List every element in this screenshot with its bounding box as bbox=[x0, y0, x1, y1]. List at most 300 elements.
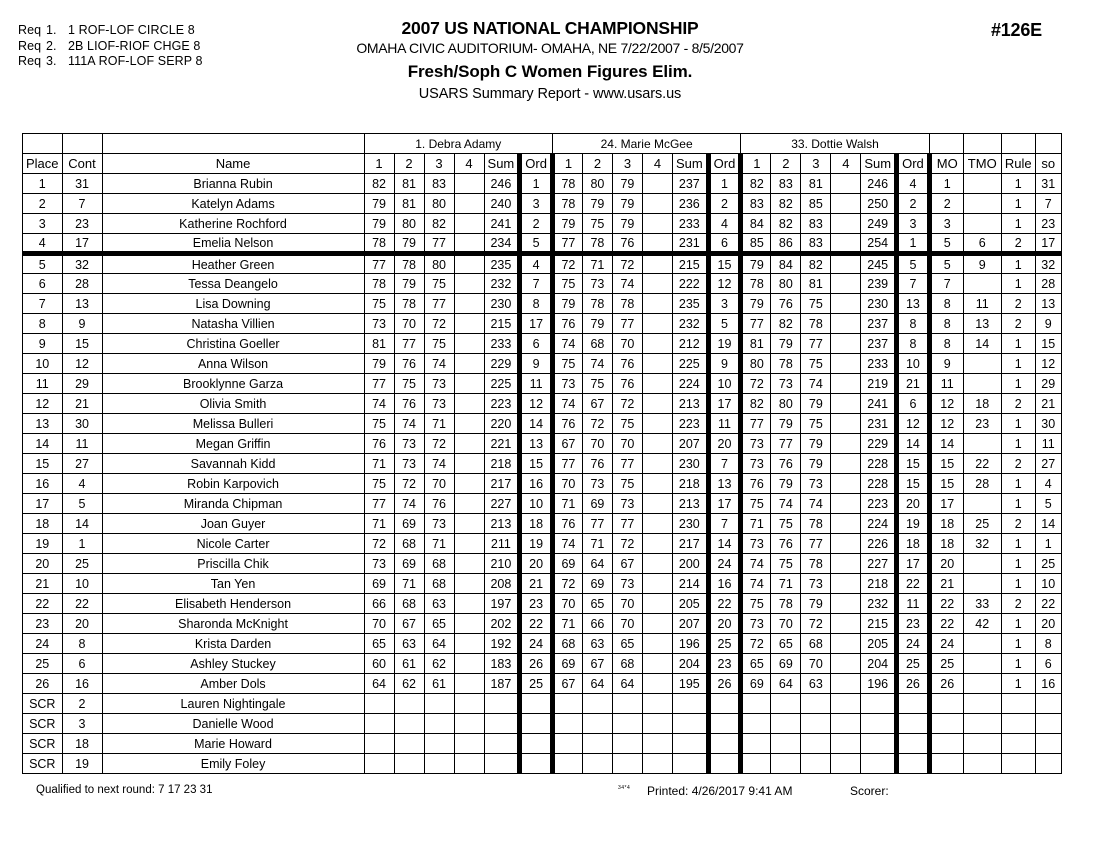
cell-judge3-ord: 4 bbox=[897, 174, 930, 194]
cell-judge3-fig1 bbox=[741, 714, 771, 734]
cell-judge2-sum: 223 bbox=[672, 414, 708, 434]
table-row[interactable] bbox=[23, 434, 1062, 454]
cell-judge1-fig2: 71 bbox=[394, 574, 424, 594]
cell-judge2-fig2: 72 bbox=[582, 414, 612, 434]
cell-judge3-fig4 bbox=[831, 514, 861, 534]
cell-judge3-fig3: 78 bbox=[801, 314, 831, 334]
cell-judge1-sum: 230 bbox=[484, 294, 520, 314]
cell-judge1-fig4 bbox=[454, 594, 484, 614]
cell-rule: 2 bbox=[1001, 594, 1035, 614]
cell-judge3-fig4 bbox=[831, 434, 861, 454]
cell-judge3-fig4 bbox=[831, 354, 861, 374]
cell-judge3-sum: 254 bbox=[861, 234, 897, 254]
cell-judge3-fig3: 82 bbox=[801, 254, 831, 274]
cell-judge3-sum: 227 bbox=[861, 554, 897, 574]
cell-so: 28 bbox=[1035, 274, 1061, 294]
table-row[interactable] bbox=[23, 274, 1062, 294]
cell-judge2-fig4 bbox=[642, 674, 672, 694]
cell-so: 13 bbox=[1035, 294, 1061, 314]
cell-cont: 14 bbox=[62, 514, 102, 534]
cell-judge3-fig4 bbox=[831, 374, 861, 394]
cell-judge3-fig4 bbox=[831, 274, 861, 294]
cell-judge3-fig3 bbox=[801, 734, 831, 754]
cell-name: Nicole Carter bbox=[102, 534, 364, 554]
cell-so: 32 bbox=[1035, 254, 1061, 274]
cell-judge3-fig3: 73 bbox=[801, 474, 831, 494]
cell-place: 3 bbox=[23, 214, 63, 234]
cell-judge2-fig4 bbox=[642, 234, 672, 254]
cell-tmo bbox=[963, 194, 1001, 214]
cell-judge2-fig3 bbox=[612, 754, 642, 774]
cell-judge1-fig2: 81 bbox=[394, 194, 424, 214]
cell-place: 12 bbox=[23, 394, 63, 414]
table-row[interactable] bbox=[23, 474, 1062, 494]
cell-cont: 9 bbox=[62, 314, 102, 334]
cell-rule: 2 bbox=[1001, 294, 1035, 314]
cell-judge3-ord: 19 bbox=[897, 514, 930, 534]
cell-name: Megan Griffin bbox=[102, 434, 364, 454]
cell-judge3-ord: 11 bbox=[897, 594, 930, 614]
cell-judge3-sum: 229 bbox=[861, 434, 897, 454]
cell-judge2-sum: 233 bbox=[672, 214, 708, 234]
cell-judge2-ord: 24 bbox=[708, 554, 741, 574]
cell-judge1-fig3: 75 bbox=[424, 274, 454, 294]
cell-judge3-fig1: 78 bbox=[741, 274, 771, 294]
cell-judge1-fig1: 74 bbox=[364, 394, 394, 414]
table-row[interactable] bbox=[23, 214, 1062, 234]
cell-judge1-fig4 bbox=[454, 514, 484, 534]
cell-place: 16 bbox=[23, 474, 63, 494]
cell-judge3-ord: 13 bbox=[897, 294, 930, 314]
cell-judge1-fig3: 83 bbox=[424, 174, 454, 194]
cell-rule: 1 bbox=[1001, 654, 1035, 674]
cell-judge3-ord: 8 bbox=[897, 334, 930, 354]
col-header-j2-ord: Ord bbox=[708, 154, 741, 174]
cell-judge1-sum: 233 bbox=[484, 334, 520, 354]
cell-judge2-fig1: 75 bbox=[552, 274, 582, 294]
cell-judge2-fig3: 70 bbox=[612, 334, 642, 354]
cell-tmo: 18 bbox=[963, 394, 1001, 414]
cell-judge2-fig3 bbox=[612, 694, 642, 714]
cell-judge2-fig1: 69 bbox=[552, 554, 582, 574]
cell-place: 7 bbox=[23, 294, 63, 314]
cell-judge3-fig3: 75 bbox=[801, 354, 831, 374]
cell-judge1-fig4 bbox=[454, 454, 484, 474]
table-row[interactable] bbox=[23, 694, 1062, 714]
cell-judge2-fig3: 79 bbox=[612, 174, 642, 194]
cell-judge1-ord bbox=[520, 734, 553, 754]
cell-rule bbox=[1001, 734, 1035, 754]
cell-judge3-sum: 228 bbox=[861, 454, 897, 474]
cell-place: 4 bbox=[23, 234, 63, 254]
cell-judge3-fig4 bbox=[831, 574, 861, 594]
col-header-j1-fig4: 4 bbox=[454, 154, 484, 174]
cell-cont: 8 bbox=[62, 634, 102, 654]
cell-mo: 5 bbox=[929, 234, 963, 254]
cell-judge3-fig2: 64 bbox=[771, 674, 801, 694]
cell-judge3-fig4 bbox=[831, 234, 861, 254]
report-subtitle: USARS Summary Report - www.usars.us bbox=[418, 86, 682, 102]
cell-name: Katherine Rochford bbox=[102, 214, 364, 234]
cell-rule: 2 bbox=[1001, 234, 1035, 254]
col-header-j1-sum: Sum bbox=[484, 154, 520, 174]
cell-place: 20 bbox=[23, 554, 63, 574]
table-row[interactable] bbox=[23, 754, 1062, 774]
cell-judge2-fig1: 72 bbox=[552, 254, 582, 274]
cell-judge1-ord: 8 bbox=[520, 294, 553, 314]
cell-judge3-fig2: 65 bbox=[771, 634, 801, 654]
cell-judge3-fig1: 71 bbox=[741, 514, 771, 534]
cell-mo: 8 bbox=[929, 314, 963, 334]
cell-judge3-ord: 15 bbox=[897, 474, 930, 494]
judge-1-header bbox=[364, 134, 552, 154]
cell-judge1-fig2: 74 bbox=[394, 414, 424, 434]
cell-so: 6 bbox=[1035, 654, 1061, 674]
col-header-j2-fig3: 3 bbox=[612, 154, 642, 174]
cell-judge3-fig1: 73 bbox=[741, 534, 771, 554]
table-row[interactable] bbox=[23, 654, 1062, 674]
cell-judge2-ord: 20 bbox=[708, 434, 741, 454]
cell-place: 21 bbox=[23, 574, 63, 594]
cell-judge3-fig1 bbox=[741, 734, 771, 754]
cell-judge3-fig2: 75 bbox=[771, 554, 801, 574]
cell-mo: 11 bbox=[929, 374, 963, 394]
table-row[interactable] bbox=[23, 514, 1062, 534]
cell-judge2-fig4 bbox=[642, 294, 672, 314]
cell-tmo bbox=[963, 274, 1001, 294]
cell-judge1-fig3: 64 bbox=[424, 634, 454, 654]
spacer-cell bbox=[62, 134, 102, 154]
cell-judge2-sum: 207 bbox=[672, 614, 708, 634]
cell-judge2-fig2: 64 bbox=[582, 554, 612, 574]
cell-judge2-fig3: 76 bbox=[612, 234, 642, 254]
cell-judge2-sum: 218 bbox=[672, 474, 708, 494]
cell-judge2-fig2: 70 bbox=[582, 434, 612, 454]
table-row[interactable] bbox=[23, 734, 1062, 754]
cell-judge3-sum: 204 bbox=[861, 654, 897, 674]
requirement-line bbox=[18, 39, 203, 55]
cell-judge3-ord: 21 bbox=[897, 374, 930, 394]
cell-judge1-ord: 22 bbox=[520, 614, 553, 634]
cell-judge2-fig1: 79 bbox=[552, 214, 582, 234]
cell-judge1-fig4 bbox=[454, 634, 484, 654]
cell-judge1-fig4 bbox=[454, 554, 484, 574]
cell-cont: 28 bbox=[62, 274, 102, 294]
cell-place: SCR bbox=[23, 694, 63, 714]
table-row[interactable] bbox=[23, 494, 1062, 514]
cell-mo: 2 bbox=[929, 194, 963, 214]
cell-place: 14 bbox=[23, 434, 63, 454]
cell-judge2-fig4 bbox=[642, 194, 672, 214]
cell-judge3-fig1: 74 bbox=[741, 554, 771, 574]
cell-judge1-sum: 213 bbox=[484, 514, 520, 534]
cell-tmo bbox=[963, 674, 1001, 694]
cell-mo: 12 bbox=[929, 394, 963, 414]
spacer-cell bbox=[1035, 134, 1061, 154]
cell-judge3-fig2: 73 bbox=[771, 374, 801, 394]
cell-judge2-ord: 4 bbox=[708, 214, 741, 234]
cell-judge2-fig3: 75 bbox=[612, 414, 642, 434]
cell-judge2-fig2: 75 bbox=[582, 214, 612, 234]
cell-judge1-ord: 3 bbox=[520, 194, 553, 214]
cell-judge3-fig3: 79 bbox=[801, 594, 831, 614]
cell-judge3-ord bbox=[897, 714, 930, 734]
cell-judge3-fig2: 75 bbox=[771, 514, 801, 534]
cell-tmo: 32 bbox=[963, 534, 1001, 554]
cell-judge2-fig4 bbox=[642, 374, 672, 394]
cell-judge2-fig2: 75 bbox=[582, 374, 612, 394]
cell-name: Anna Wilson bbox=[102, 354, 364, 374]
requirement-number: 1. bbox=[46, 23, 57, 37]
cell-judge2-fig3: 64 bbox=[612, 674, 642, 694]
cell-judge1-fig1: 73 bbox=[364, 554, 394, 574]
cell-cont: 4 bbox=[62, 474, 102, 494]
cell-mo bbox=[929, 694, 963, 714]
cell-judge1-fig1: 75 bbox=[364, 414, 394, 434]
cell-judge1-fig4 bbox=[454, 714, 484, 734]
table-row[interactable] bbox=[23, 534, 1062, 554]
cell-judge1-sum: 229 bbox=[484, 354, 520, 374]
cell-judge2-sum bbox=[672, 714, 708, 734]
cell-judge2-fig2: 73 bbox=[582, 274, 612, 294]
table-row[interactable] bbox=[23, 334, 1062, 354]
cell-tmo bbox=[963, 754, 1001, 774]
spacer-cell bbox=[23, 134, 63, 154]
cell-judge3-fig3: 75 bbox=[801, 294, 831, 314]
table-row[interactable] bbox=[23, 354, 1062, 374]
cell-judge1-fig3: 62 bbox=[424, 654, 454, 674]
cell-judge1-fig4 bbox=[454, 494, 484, 514]
table-row[interactable] bbox=[23, 454, 1062, 474]
cell-judge2-ord: 26 bbox=[708, 674, 741, 694]
cell-cont: 22 bbox=[62, 594, 102, 614]
cell-judge2-fig2: 66 bbox=[582, 614, 612, 634]
requirements-block bbox=[18, 23, 203, 70]
cell-judge2-fig3: 72 bbox=[612, 534, 642, 554]
cell-mo: 26 bbox=[929, 674, 963, 694]
cell-name: Elisabeth Henderson bbox=[102, 594, 364, 614]
cell-cont: 18 bbox=[62, 734, 102, 754]
cell-mo: 7 bbox=[929, 274, 963, 294]
cell-judge1-ord: 15 bbox=[520, 454, 553, 474]
cell-judge3-fig1: 72 bbox=[741, 634, 771, 654]
col-header-j3-fig3: 3 bbox=[801, 154, 831, 174]
table-row[interactable] bbox=[23, 174, 1062, 194]
cell-tmo: 42 bbox=[963, 614, 1001, 634]
cell-name: Emelia Nelson bbox=[102, 234, 364, 254]
cell-so: 27 bbox=[1035, 454, 1061, 474]
table-row[interactable] bbox=[23, 554, 1062, 574]
cell-judge3-fig3: 74 bbox=[801, 374, 831, 394]
cell-judge2-ord: 3 bbox=[708, 294, 741, 314]
table-row[interactable] bbox=[23, 614, 1062, 634]
cell-mo: 1 bbox=[929, 174, 963, 194]
table-row[interactable] bbox=[23, 634, 1062, 654]
cell-judge2-fig2: 78 bbox=[582, 234, 612, 254]
cell-judge1-fig2 bbox=[394, 754, 424, 774]
table-row[interactable] bbox=[23, 194, 1062, 214]
cell-judge1-fig4 bbox=[454, 354, 484, 374]
cell-judge2-sum: 207 bbox=[672, 434, 708, 454]
cell-judge2-fig4 bbox=[642, 574, 672, 594]
cell-judge1-fig2: 72 bbox=[394, 474, 424, 494]
col-header-j2-fig4: 4 bbox=[642, 154, 672, 174]
spacer-cell bbox=[963, 134, 1001, 154]
cell-judge2-ord: 10 bbox=[708, 374, 741, 394]
cell-judge2-sum: 215 bbox=[672, 254, 708, 274]
cell-judge1-fig4 bbox=[454, 194, 484, 214]
cell-judge1-ord: 17 bbox=[520, 314, 553, 334]
cell-judge2-fig3: 79 bbox=[612, 214, 642, 234]
cell-name: Priscilla Chik bbox=[102, 554, 364, 574]
cell-judge1-fig1 bbox=[364, 754, 394, 774]
cell-judge1-fig4 bbox=[454, 474, 484, 494]
cell-judge2-ord: 23 bbox=[708, 654, 741, 674]
cell-judge3-sum: 226 bbox=[861, 534, 897, 554]
cell-judge3-fig3: 74 bbox=[801, 494, 831, 514]
cell-judge1-fig2: 78 bbox=[394, 254, 424, 274]
col-header-place: Place bbox=[23, 154, 63, 174]
cell-rule: 1 bbox=[1001, 574, 1035, 594]
cell-judge2-fig4 bbox=[642, 494, 672, 514]
cell-judge3-sum: 228 bbox=[861, 474, 897, 494]
cell-judge2-fig1: 79 bbox=[552, 294, 582, 314]
cell-judge3-fig3: 72 bbox=[801, 614, 831, 634]
title-block bbox=[220, 18, 880, 105]
table-row[interactable] bbox=[23, 674, 1062, 694]
cell-mo: 8 bbox=[929, 334, 963, 354]
cell-judge2-sum: 232 bbox=[672, 314, 708, 334]
cell-judge1-ord: 24 bbox=[520, 634, 553, 654]
cell-judge2-sum: 237 bbox=[672, 174, 708, 194]
cell-judge1-fig3: 75 bbox=[424, 334, 454, 354]
cell-tmo bbox=[963, 494, 1001, 514]
cell-judge1-fig1 bbox=[364, 694, 394, 714]
cell-judge1-ord: 9 bbox=[520, 354, 553, 374]
cell-judge3-fig3: 83 bbox=[801, 214, 831, 234]
table-row[interactable] bbox=[23, 294, 1062, 314]
table-row[interactable] bbox=[23, 314, 1062, 334]
cell-judge2-ord: 7 bbox=[708, 514, 741, 534]
cell-name: Brooklynne Garza bbox=[102, 374, 364, 394]
cell-judge2-fig4 bbox=[642, 754, 672, 774]
cell-judge3-ord: 20 bbox=[897, 494, 930, 514]
cell-place: 25 bbox=[23, 654, 63, 674]
cell-so: 14 bbox=[1035, 514, 1061, 534]
cell-judge2-fig4 bbox=[642, 474, 672, 494]
cell-cont: 12 bbox=[62, 354, 102, 374]
cell-tmo: 23 bbox=[963, 414, 1001, 434]
cell-judge2-sum: 217 bbox=[672, 534, 708, 554]
cell-judge2-fig1: 78 bbox=[552, 174, 582, 194]
cell-judge1-ord: 7 bbox=[520, 274, 553, 294]
cell-judge2-sum: 231 bbox=[672, 234, 708, 254]
cell-judge2-ord: 12 bbox=[708, 274, 741, 294]
cell-judge1-fig1: 77 bbox=[364, 494, 394, 514]
printed-timestamp: Printed: 4/26/2017 9:41 AM bbox=[647, 784, 793, 798]
cell-judge3-sum: 224 bbox=[861, 514, 897, 534]
cell-judge1-sum: 215 bbox=[484, 314, 520, 334]
cell-judge3-fig4 bbox=[831, 534, 861, 554]
cell-judge2-fig4 bbox=[642, 554, 672, 574]
cell-judge1-fig2: 78 bbox=[394, 294, 424, 314]
cell-judge3-ord bbox=[897, 754, 930, 774]
cell-cont: 5 bbox=[62, 494, 102, 514]
cell-cont: 30 bbox=[62, 414, 102, 434]
cell-judge1-fig3: 71 bbox=[424, 534, 454, 554]
cell-judge3-fig2: 83 bbox=[771, 174, 801, 194]
table-row[interactable] bbox=[23, 234, 1062, 254]
cell-rule: 1 bbox=[1001, 534, 1035, 554]
cell-judge3-ord: 26 bbox=[897, 674, 930, 694]
cell-judge1-fig4 bbox=[454, 174, 484, 194]
cell-judge3-fig3: 83 bbox=[801, 234, 831, 254]
cell-so: 29 bbox=[1035, 374, 1061, 394]
cell-place: 22 bbox=[23, 594, 63, 614]
cell-judge1-fig2: 77 bbox=[394, 334, 424, 354]
cell-judge1-fig4 bbox=[454, 314, 484, 334]
cell-judge3-fig3: 79 bbox=[801, 454, 831, 474]
judge-number: 24. bbox=[600, 136, 618, 151]
cell-so bbox=[1035, 754, 1061, 774]
cell-rule: 1 bbox=[1001, 414, 1035, 434]
table-row[interactable] bbox=[23, 254, 1062, 274]
table-row[interactable] bbox=[23, 594, 1062, 614]
cell-so: 9 bbox=[1035, 314, 1061, 334]
cell-tmo: 6 bbox=[963, 234, 1001, 254]
col-header-name: Name bbox=[102, 154, 364, 174]
cell-judge1-fig2: 69 bbox=[394, 514, 424, 534]
table-row[interactable] bbox=[23, 714, 1062, 734]
cell-judge2-fig2: 78 bbox=[582, 294, 612, 314]
cell-judge3-fig1: 82 bbox=[741, 394, 771, 414]
cell-judge3-sum bbox=[861, 714, 897, 734]
cell-judge2-fig1: 69 bbox=[552, 654, 582, 674]
col-header-j2-fig2: 2 bbox=[582, 154, 612, 174]
cell-mo: 22 bbox=[929, 594, 963, 614]
cell-judge1-fig4 bbox=[454, 674, 484, 694]
cell-judge1-fig1: 66 bbox=[364, 594, 394, 614]
cell-judge2-fig1 bbox=[552, 694, 582, 714]
cell-judge3-fig1: 77 bbox=[741, 414, 771, 434]
cell-judge3-ord bbox=[897, 734, 930, 754]
cell-judge2-fig2: 76 bbox=[582, 454, 612, 474]
cell-judge1-fig3: 61 bbox=[424, 674, 454, 694]
cell-judge2-fig4 bbox=[642, 434, 672, 454]
footer bbox=[22, 784, 1078, 802]
cell-judge1-fig4 bbox=[454, 574, 484, 594]
cell-mo: 22 bbox=[929, 614, 963, 634]
table-row[interactable] bbox=[23, 414, 1062, 434]
cell-judge3-ord: 8 bbox=[897, 314, 930, 334]
table-row[interactable] bbox=[23, 374, 1062, 394]
cell-judge3-fig4 bbox=[831, 314, 861, 334]
cell-judge1-ord bbox=[520, 714, 553, 734]
table-row[interactable] bbox=[23, 394, 1062, 414]
requirement-label: Req bbox=[18, 54, 42, 68]
cell-judge1-sum: 208 bbox=[484, 574, 520, 594]
cell-judge3-fig4 bbox=[831, 694, 861, 714]
cell-name: Natasha Villien bbox=[102, 314, 364, 334]
cell-so: 30 bbox=[1035, 414, 1061, 434]
cell-judge1-fig2: 68 bbox=[394, 534, 424, 554]
cell-judge1-fig2: 74 bbox=[394, 494, 424, 514]
cell-mo: 8 bbox=[929, 294, 963, 314]
cell-judge2-fig4 bbox=[642, 634, 672, 654]
cell-judge1-sum bbox=[484, 734, 520, 754]
table-row[interactable] bbox=[23, 574, 1062, 594]
cell-judge3-ord: 23 bbox=[897, 614, 930, 634]
